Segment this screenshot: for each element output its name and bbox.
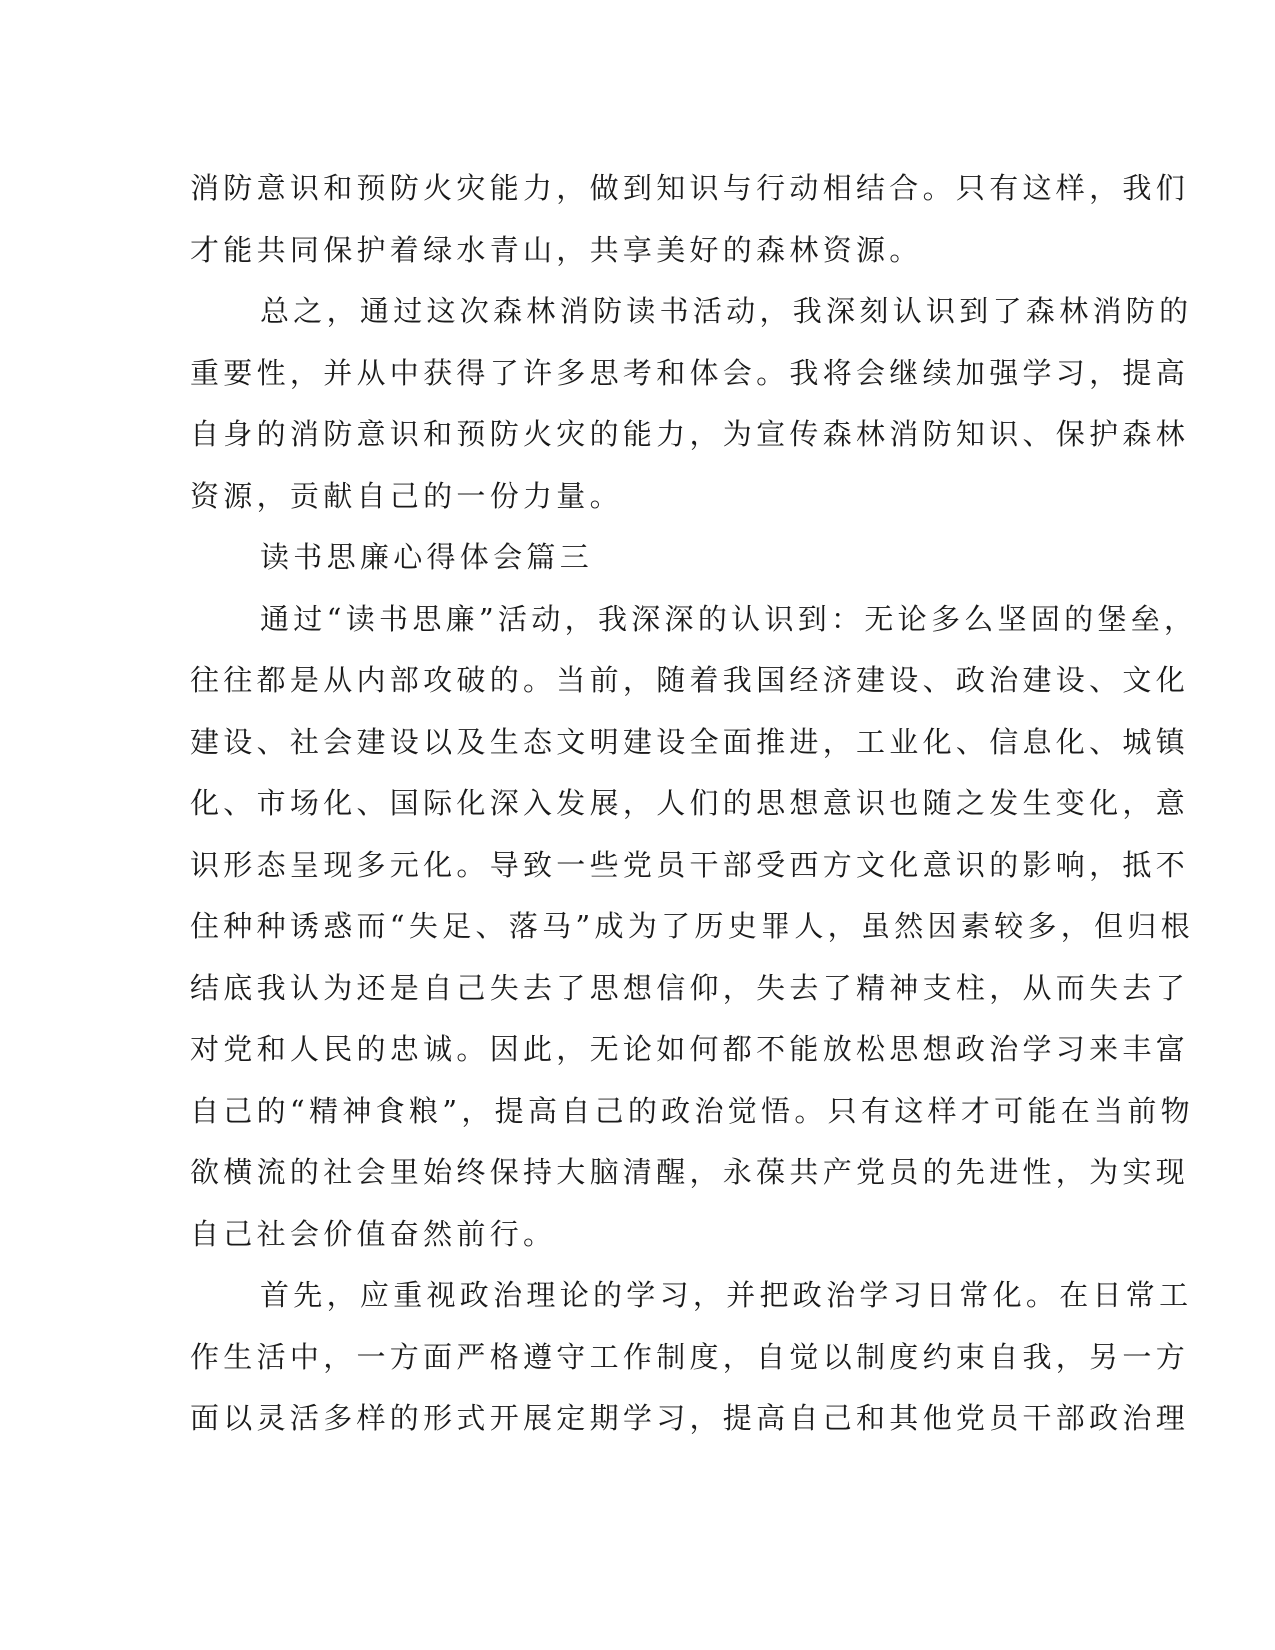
text-line: 欲横流的社会里始终保持大脑清醒，永葆共产党员的先进性，为实现 (190, 1155, 1190, 1189)
text-line: 总之，通过这次森林消防读书活动，我深刻认识到了森林消防的 (260, 294, 1193, 328)
text-line: 化、市场化、国际化深入发展，人们的思想意识也随之发生变化，意 (190, 786, 1190, 820)
document-body (190, 158, 1198, 1450)
text-line: 往往都是从内部攻破的。当前，随着我国经济建设、政治建设、文化 (190, 663, 1190, 697)
text-line: 面以灵活多样的形式开展定期学习，提高自己和其他党员干部政治理 (190, 1401, 1190, 1435)
text-line: 资源，贡献自己的一份力量。 (190, 478, 623, 513)
text-line: 读书思廉心得体会篇三 (260, 540, 594, 574)
text-line: 自己社会价值奋然前行。 (190, 1216, 557, 1251)
text-line: 建设、社会建设以及生态文明建设全面推进，工业化、信息化、城镇 (190, 724, 1190, 759)
text-line: 重要性，并从中获得了许多思考和体会。我将会继续加强学习，提高 (190, 355, 1190, 390)
text-line: 首先，应重视政治理论的学习，并把政治学习日常化。在日常工 (260, 1278, 1193, 1312)
text-line: 结底我认为还是自己失去了思想信仰，失去了精神支柱，从而失去了 (190, 970, 1190, 1005)
text-line: 才能共同保护着绿水青山，共享美好的森林资源。 (190, 232, 923, 267)
text-line: 识形态呈现多元化。导致一些党员干部受西方文化意识的影响，抵不 (190, 847, 1190, 882)
text-line: 住种种诱惑而“失足、落马”成为了历史罪人，虽然因素较多，但归根 (190, 909, 1194, 943)
text-line: 通过“读书思廉”活动，我深深的认识到：无论多么坚固的堡垒， (260, 601, 1198, 636)
text-line: 自己的“精神食粮”，提高自己的政治觉悟。只有这样才可能在当前物 (190, 1093, 1194, 1128)
text-line: 作生活中，一方面严格遵守工作制度，自觉以制度约束自我，另一方 (190, 1339, 1190, 1374)
text-line: 消防意识和预防火灾能力，做到知识与行动相结合。只有这样，我们 (190, 171, 1190, 205)
text-line: 自身的消防意识和预防火灾的能力，为宣传森林消防知识、保护森林 (190, 417, 1190, 451)
text-line: 对党和人民的忠诚。因此，无论如何都不能放松思想政治学习来丰富 (190, 1032, 1190, 1066)
